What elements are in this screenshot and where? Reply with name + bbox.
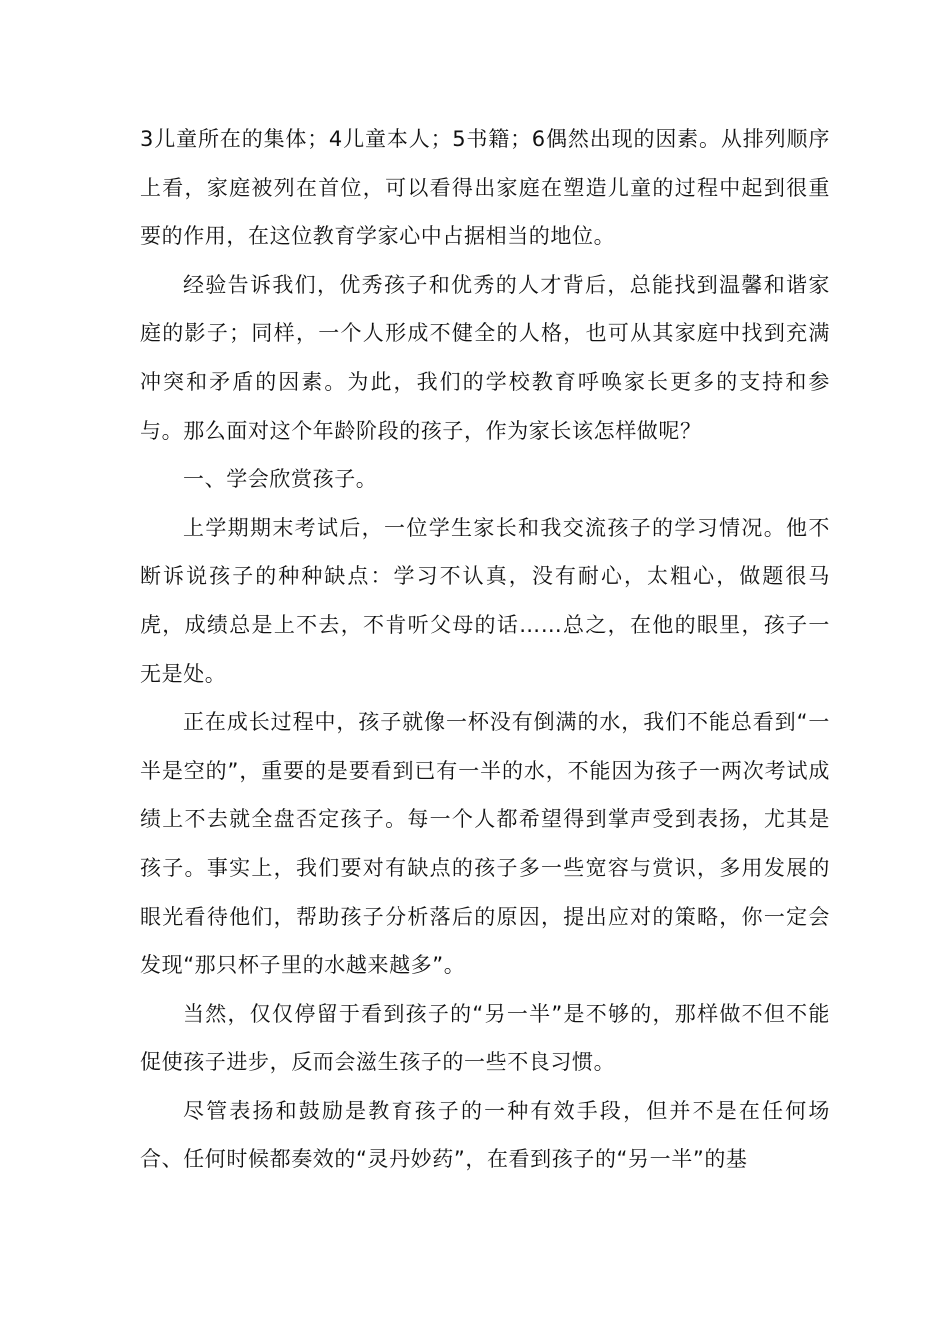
section-heading-1: 一、学会欣赏孩子。 — [183, 467, 378, 492]
paragraph-5: 当然，仅仅停留于看到孩子的“另一半”是不够的，那样做不但不能促使孩子进步，反而会滋生孩子的一些不良习惯。 — [140, 1001, 830, 1075]
paragraph-2: 经验告诉我们，优秀孩子和优秀的人才背后，总能找到温馨和谐家庭的影子；同样，一个人形成不健全的人格，也可从其家庭中找到充满冲突和矛盾的因素。为此，我们的学校教育呼唤家长更多的支持和参与。那么面对这个年龄阶段的孩子，作为家长该怎样做呢？ — [140, 272, 830, 443]
paragraph-1: 3儿童所在的集体；4儿童本人；5书籍；6偶然出现的因素。从排列顺序上看，家庭被列在首位，可以看得出家庭在塑造儿童的过程中起到很重要的作用，在这位教育学家心中占据相当的地位。 — [140, 127, 830, 249]
paragraph-4: 正在成长过程中，孩子就像一杯没有倒满的水，我们不能总看到“一半是空的”，重要的是要看到已有一半的水，不能因为孩子一两次考试成绩上不去就全盘否定孩子。每一个人都希望得到掌声受到表扬，尤其是孩子。事实上，我们要对有缺点的孩子多一些宽容与赏识，多用发展的眼光看待他们，帮助孩子分析落后的原因，提出应对的策略，你一定会发现“那只杯子里的水越来越多”。 — [140, 710, 830, 978]
document-body — [140, 115, 830, 1184]
paragraph-3: 上学期期末考试后，一位学生家长和我交流孩子的学习情况。他不断诉说孩子的种种缺点：学习不认真，没有耐心，太粗心，做题很马虎，成绩总是上不去，不肯听父母的话……总之，在他的眼里，孩子一无是处。 — [140, 515, 830, 686]
paragraph-6: 尽管表扬和鼓励是教育孩子的一种有效手段，但并不是在任何场合、任何时候都奏效的“灵丹妙药”，在看到孩子的“另一半”的基 — [140, 1098, 830, 1172]
